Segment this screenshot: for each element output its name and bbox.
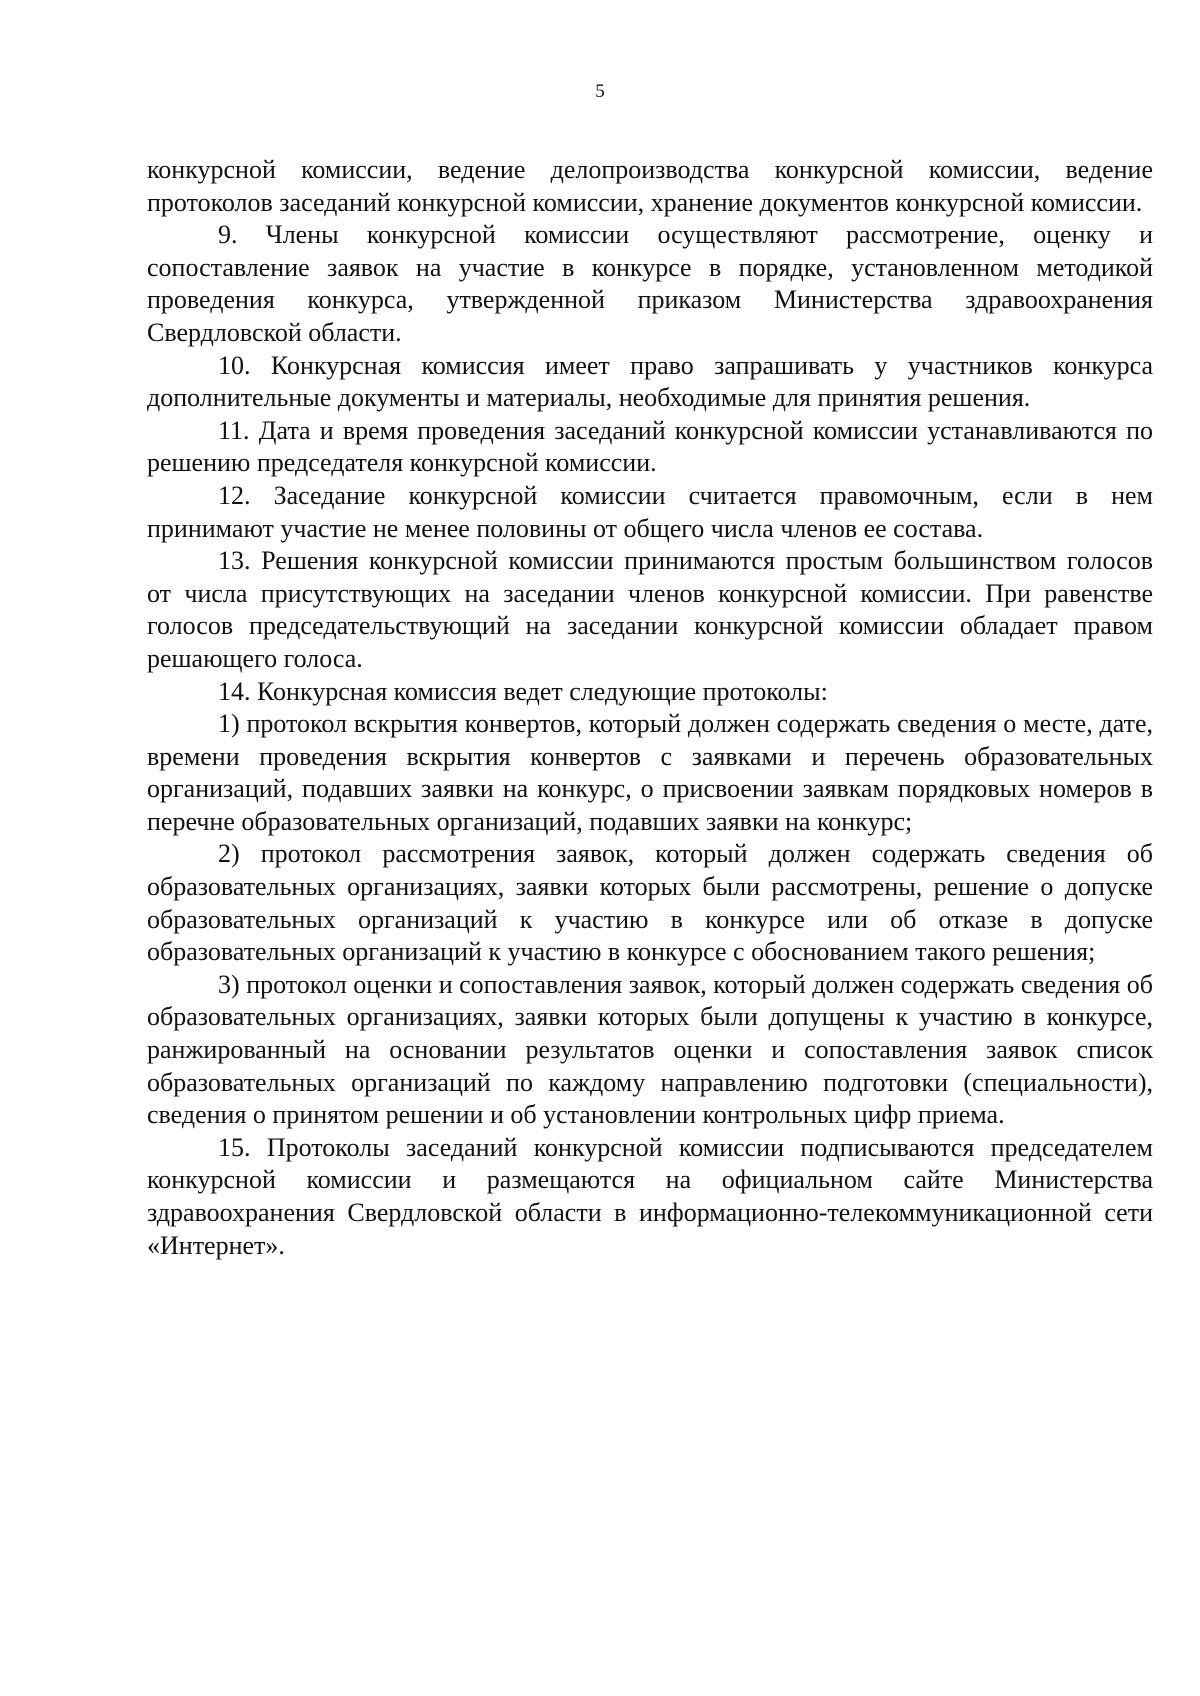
- paragraph-10: 10. Конкурсная комиссия имеет право запрашивать у участников конкурса дополнительные документы и материалы, необходимые для принятия решения.: [147, 350, 1153, 413]
- paragraph-11: 11. Дата и время проведения заседаний конкурсной комиссии устанавливаются по решению председателя конкурсной комиссии.: [147, 415, 1153, 478]
- paragraph-14-item-2: 2) протокол рассмотрения заявок, который должен содержать сведения об образовательных организациях, заявки которых были рассмотрены, решение о допуске образовательных организаций к участию в конкурсе или об отказе в допуске образовательных организаций к участию в конкурсе с обоснованием такого решения;: [147, 839, 1153, 967]
- page-number: 5: [595, 81, 605, 102]
- paragraph-8-continuation: конкурсной комиссии, ведение делопроизводства конкурсной комиссии, ведение протоколов заседаний конкурсной комиссии, хранение документов конкурсной комиссии.: [147, 155, 1153, 217]
- paragraph-15: 15. Протоколы заседаний конкурсной комиссии подписываются председателем конкурсной комиссии и размещаются на официальном сайте Министерства здравоохранения Свердловской области в информационно-телекоммуникационной сети «Интернет».: [147, 1132, 1153, 1260]
- paragraph-14: 14. Конкурсная комиссия ведет следующие протоколы:: [218, 676, 828, 706]
- paragraph-13: 13. Решения конкурсной комиссии принимаются простым большинством голосов от числа присутствующих на заседании членов конкурсной комиссии. При равенстве голосов председательствующий на заседании конкурсной комиссии обладает правом решающего голоса.: [147, 546, 1153, 673]
- paragraph-14-item-3: 3) протокол оценки и сопоставления заявок, который должен содержать сведения об образовательных организациях, заявки которых были допущены к участию в конкурсе, ранжированный на основании результатов оценки и сопоставления заявок список образовательных организаций по каждому направлению подготовки (специальности), сведения о принятом решении и об установлении контрольных цифр приема.: [147, 969, 1153, 1130]
- paragraph-9: 9. Члены конкурсной комиссии осуществляют рассмотрение, оценку и сопоставление заявок на участие в конкурсе в порядке, установленном методикой проведения конкурса, утвержденной приказом Министерства здравоохранения Свердловской области.: [147, 220, 1153, 347]
- paragraph-14-item-1: 1) протокол вскрытия конвертов, который должен содержать сведения о месте, дате, времени проведения вскрытия конвертов с заявками и перечень образовательных организаций, подавших заявки на конкурс, о присвоении заявкам порядковых номеров в перечне образовательных организаций, подавших заявки на конкурс;: [147, 709, 1153, 836]
- paragraph-12: 12. Заседание конкурсной комиссии считается правомочным, если в нем принимают участие не менее половины от общего числа членов ее состава.: [147, 480, 1153, 543]
- document-body: [147, 154, 1153, 1262]
